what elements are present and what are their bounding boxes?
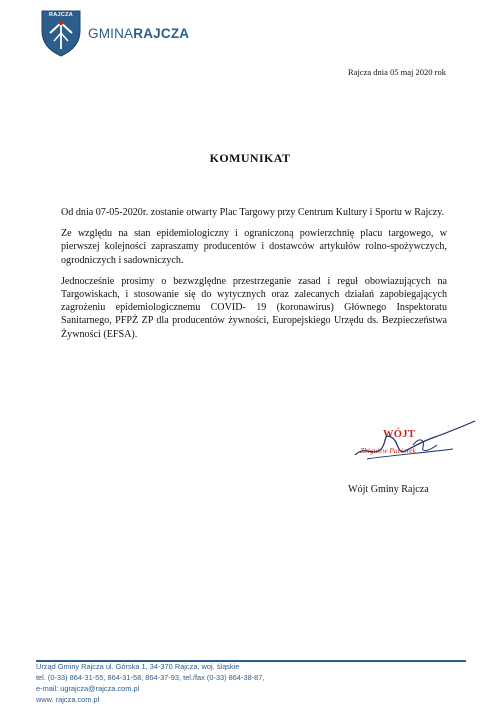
paragraph: Jednocześnie prosimy o bezwzględne przestrzeganie zasad i reguł obowiazujących na Targowiskach, i stosowanie się do wytycznych oraz zalecanych działań zapobiegających zagrożeniu epidemiologicznemu COVID- 19 (koronawirus) Głównego Inspektoratu Sanitarnego, PFPŻ ZP dla producentów żywności, Europejskiego Urzędu ds. Bezpieczeństwa Żywności (EFSA). [61, 275, 447, 340]
footer-email[interactable]: e-mail: ugrajcza@rajcza.com.pl [36, 684, 140, 693]
paragraph: Ze względu na stan epidemiologiczny i ograniczoną powierzchnię placu targowego, w pierwszej kolejności zapraszamy producentów i dostawców artykułów rolno-spożywczych, ogrodniczych i sadowniczych. [61, 228, 447, 266]
footer [36, 661, 476, 705]
footer-website[interactable]: www. rajcza.com.pl [36, 695, 100, 704]
brand-prefix: GMINA [88, 25, 134, 41]
crest-label: RAJCZA [48, 12, 74, 18]
handwritten-signature [353, 415, 478, 467]
document-title: KOMUNIKAT [209, 151, 291, 165]
document-body [61, 206, 447, 349]
stamp-name: Zbigniew Paciorek [360, 446, 416, 455]
dateline: Rajcza dnia 05 maj 2020 rok [348, 67, 446, 77]
paragraph: Od dnia 07-05-2020r. zostanie otwarty Plac Targowy przy Centrum Kultury i Sportu w Rajczy. [61, 207, 445, 218]
footer-phones: tel. (0-33) 864-31-55, 864-31-58, 864-37-93, tel./fax (0-33) 864-38-87, [36, 673, 265, 682]
signature-stamp [348, 415, 478, 485]
brand-wordmark [88, 26, 189, 41]
stamp-title: WÓJT [383, 429, 416, 440]
signoff: Wójt Gminy Rajcza [348, 484, 429, 495]
letterhead [40, 9, 189, 57]
footer-address: Urząd Gminy Rajcza ul. Górska 1, 34-370 Rajcza, woj. śląskie [36, 662, 240, 671]
brand-name: RAJCZA [133, 25, 190, 41]
gmina-crest-logo [40, 9, 82, 57]
